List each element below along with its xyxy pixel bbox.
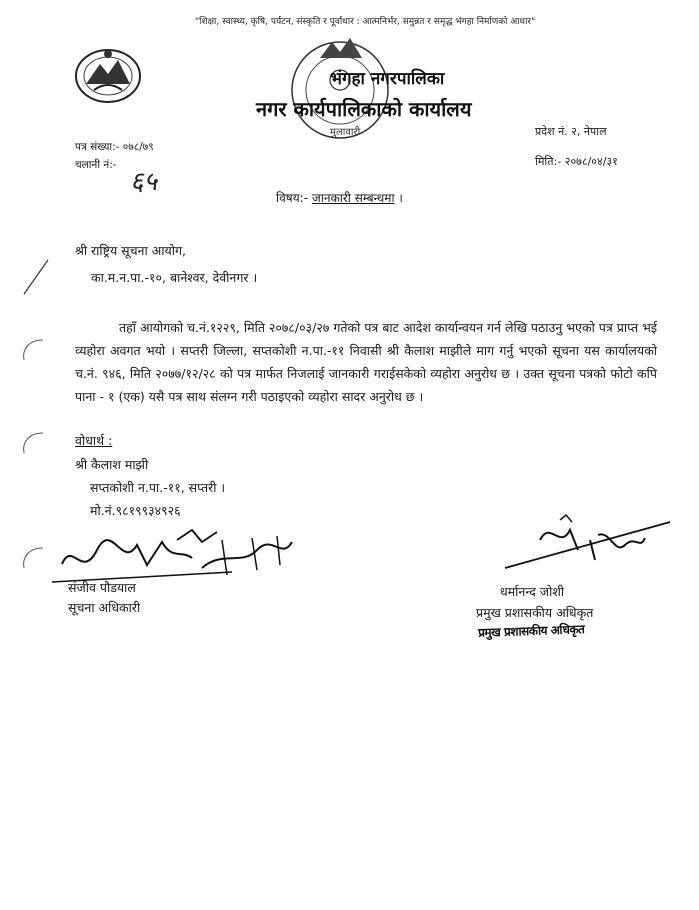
province-label: प्रदेश नं. २, नेपाल <box>535 125 607 138</box>
office-name: नगर कार्यपालिकाको कार्यालय <box>256 97 472 121</box>
recipient-name: श्री राष्ट्रिय सूचना आयोग, <box>75 243 186 258</box>
cc-phone: मो.नं.९८१९९३४९२६ <box>90 503 181 518</box>
letterhead-motto: "शिक्षा, स्वास्थ्य, कृषि, पर्यटन, संस्कृति र पूर्वाधार : आत्मनिर्भर, समुन्नत र समृद्ध भंगहा निर्माणको आधार" <box>195 17 536 27</box>
recipient-address: का.म.न.पा.-१०, बानेश्वर, देवीनगर । <box>91 270 258 285</box>
subject-line <box>276 189 403 206</box>
office-location: मुलावारी <box>330 127 361 138</box>
nepal-emblem-icon <box>72 44 144 104</box>
letter-reference-number: पत्र संख्या:- ०७८/७९ <box>75 141 154 153</box>
municipality-name: भंगहा नगरपालिका <box>330 69 445 89</box>
designation-stamp: प्रमुख प्रशासकीय अधिकृत <box>477 622 585 640</box>
punch-hole-mark <box>18 428 48 458</box>
subject-end: । <box>398 191 403 205</box>
subject-label: विषय:- <box>276 191 309 205</box>
cc-address: सप्तकोशी न.पा.-११, सप्तरी । <box>90 480 226 495</box>
punch-hole-mark <box>18 543 48 573</box>
punch-hole-mark <box>18 335 48 365</box>
left-signatory-name: संजीव पौडयाल <box>68 580 136 595</box>
subject-text: जानकारी सम्बन्धमा <box>311 191 395 205</box>
left-signatory-title: सूचना अधिकारी <box>68 600 141 615</box>
letter-date: मिति:- २०७८/०४/३१ <box>535 155 618 168</box>
dispatch-number-label: चलानी नं:- <box>75 159 117 171</box>
cc-name: श्री कैलाश माझी <box>75 457 149 472</box>
right-signatory-name: धर्मानन्द जोशी <box>500 584 565 599</box>
cc-label: वोधार्थ : <box>75 433 113 448</box>
right-signatory-title: प्रमुख प्रशासकीय अधिकृत <box>476 605 594 620</box>
margin-mark <box>20 258 50 298</box>
right-handwritten-signature <box>500 510 680 580</box>
dispatch-number-handwritten: ६५ <box>130 167 158 197</box>
letter-body: तहाँ आयोगको च.नं.१२२९, मिति २०७८/०३/२७ गतेको पत्र बाट आदेश कार्यान्वयन गर्न लेखि पठाउनु भएको पत्र प्राप्त भई व्यहोरा अवगत भयो । सप्तरी जिल्ला, सप्तकोशी न.पा.-११ निवासी श्री कैलाश माझीले माग गर्नु भएको सूचना यस कार्यालयको च.नं. ९४६, मिति २०७७/१२/२८ को पत्र मार्फत निजलाई जानकारी गराईसकेको व्यहोरा अनुरोध छ । उक्त सूचना पत्रको फोटो कपि पाना - १ (एक) यसै पत्र साथ संलग्न गरी पठाइएको व्यहोरा सादर अनुरोध छ । <box>75 320 657 404</box>
